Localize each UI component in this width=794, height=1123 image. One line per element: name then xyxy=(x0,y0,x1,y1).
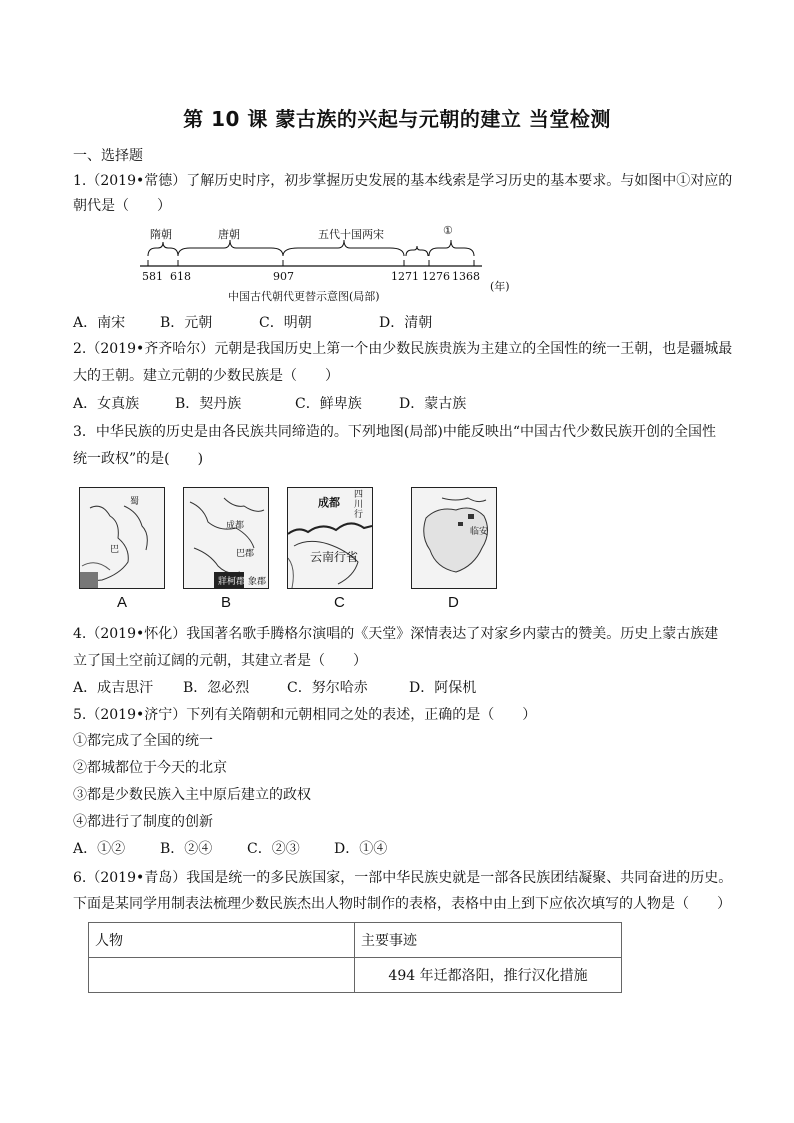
map-a-outline xyxy=(80,488,164,588)
q1-text-line2: 朝代是（ ） xyxy=(73,198,171,214)
map-d-label-linan: 临安 xyxy=(470,527,489,537)
q4-option-a[interactable]: A．成吉思汗 xyxy=(73,680,154,696)
timeline-unit: (年) xyxy=(490,280,510,293)
page-title: 第 10 课 蒙古族的兴起与元朝的建立 当堂检测 xyxy=(183,107,611,131)
q5-item-1: ①都完成了全国的统一 xyxy=(73,733,213,749)
q5-options xyxy=(73,839,387,859)
section-heading: 一、选择题 xyxy=(73,148,143,164)
q5-text-line1: 5.（2019•济宁）下列有关隋朝和元朝相同之处的表述，正确的是（ ） xyxy=(73,707,537,723)
timeline-year-1271: 1271 xyxy=(391,270,419,283)
map-b[interactable] xyxy=(183,487,269,589)
q5-option-b[interactable]: B．②④ xyxy=(160,841,213,857)
q2-option-d[interactable]: D．蒙古族 xyxy=(399,396,467,412)
table-cell-person[interactable] xyxy=(89,958,355,993)
map-b-label-chengdu: 成都 xyxy=(226,521,245,531)
table-row xyxy=(89,958,622,993)
q6-text-line1: 6.（2019•青岛）我国是统一的多民族国家，一部中华民族史就是一部各民族团结凝聚、共同奋进的历史。 xyxy=(73,870,733,886)
q1-text-line1: 1.（2019•常德）了解历史时序，初步掌握历史发展的基本线索是学习历史的基本要求。与如图中①对应的 xyxy=(73,173,733,189)
timeline-label-circle-1: ① xyxy=(443,224,453,237)
q5-option-c[interactable]: C．②③ xyxy=(247,841,300,857)
map-a-label-shu: 蜀 xyxy=(130,497,140,507)
table-header-deeds: 主要事迹 xyxy=(355,923,622,958)
q3-text-line2: 统一政权”的是( ) xyxy=(73,451,204,467)
table-header-row xyxy=(89,923,622,958)
q4-options xyxy=(73,678,476,698)
q5-option-d[interactable]: D．①④ xyxy=(334,841,388,857)
q2-text-line1: 2.（2019•齐齐哈尔）元朝是我国历史上第一个由少数民族贵族为主建立的全国性的统一王朝，也是疆城最 xyxy=(73,341,733,357)
map-c[interactable] xyxy=(287,487,373,589)
timeline-label-tang: 唐朝 xyxy=(218,228,240,241)
q1-option-c[interactable]: C．明朝 xyxy=(259,315,312,331)
q5-item-2: ②都城都位于今天的北京 xyxy=(73,760,227,776)
timeline-label-sui: 隋朝 xyxy=(150,228,172,241)
q4-option-b[interactable]: B．忽必烈 xyxy=(183,680,250,696)
timeline-caption: 中国古代朝代更替示意图(局部) xyxy=(228,290,380,303)
map-b-label-bajun: 巴郡 xyxy=(236,549,255,559)
q1-option-b[interactable]: B．元朝 xyxy=(160,315,213,331)
timeline-year-1368: 1368 xyxy=(452,270,480,283)
map-b-label-zangke: 牂柯郡 xyxy=(218,577,246,587)
q4-option-d[interactable]: D．阿保机 xyxy=(409,680,477,696)
q6-table xyxy=(88,922,622,993)
q5-option-a[interactable]: A．①② xyxy=(73,841,126,857)
q1-option-d[interactable]: D．清朝 xyxy=(379,315,433,331)
q2-option-c[interactable]: C．鲜卑族 xyxy=(295,396,362,412)
q1-options xyxy=(73,313,432,333)
q3-text-line1: 3．中华民族的历史是由各民族共同缔造的。下列地图(局部)中能反映出“中国古代少数民族开创的全国性 xyxy=(73,424,716,440)
map-d-letter: D xyxy=(448,594,459,611)
map-a-letter: A xyxy=(117,594,128,611)
q4-text-line2: 立了国土空前辽阔的元朝，其建立者是（ ） xyxy=(73,653,367,669)
q5-item-4: ④都进行了制度的创新 xyxy=(73,814,213,830)
map-d-outline xyxy=(412,488,496,588)
map-c-label-sichuan: 四川行 xyxy=(354,490,364,520)
map-a[interactable] xyxy=(79,487,165,589)
timeline-label-song: 五代十国两宋 xyxy=(318,228,384,241)
table-cell-deeds: 494 年迁都洛阳，推行汉化措施 xyxy=(355,958,622,993)
map-b-outline xyxy=(184,488,268,588)
timeline-year-581: 581 xyxy=(142,270,163,283)
q2-option-b[interactable]: B．契丹族 xyxy=(175,396,242,412)
timeline-year-618: 618 xyxy=(170,270,191,283)
q5-item-3: ③都是少数民族入主中原后建立的政权 xyxy=(73,787,311,803)
q2-option-a[interactable]: A．女真族 xyxy=(73,396,140,412)
map-b-label-xiangjun: 象郡 xyxy=(248,577,267,587)
q1-option-a[interactable]: A．南宋 xyxy=(73,315,126,331)
map-c-label-chengdu: 成都 xyxy=(318,496,340,509)
table-header-person: 人物 xyxy=(89,923,355,958)
q2-options xyxy=(73,394,466,414)
timeline-year-907: 907 xyxy=(273,270,294,283)
q2-text-line2: 大的王朝。建立元朝的少数民族是（ ） xyxy=(73,368,339,384)
q6-text-line2: 下面是某同学用制表法梳理少数民族杰出人物时制作的表格，表格中由上到下应依次填写的人物是（ ） xyxy=(73,896,731,912)
map-d[interactable] xyxy=(411,487,497,589)
q4-option-c[interactable]: C．努尔哈赤 xyxy=(287,680,368,696)
map-c-letter: C xyxy=(334,594,345,611)
dynasty-timeline xyxy=(140,222,520,302)
q4-text-line1: 4.（2019•怀化）我国著名歌手腾格尔演唱的《天堂》深情表达了对家乡内蒙古的赞美。历史上蒙古族建 xyxy=(73,626,719,642)
map-a-label-ba: 巴 xyxy=(110,545,120,555)
timeline-year-1276: 1276 xyxy=(422,270,450,283)
map-b-letter: B xyxy=(221,594,232,611)
map-c-label-yunnan: 云南行省 xyxy=(310,550,359,564)
